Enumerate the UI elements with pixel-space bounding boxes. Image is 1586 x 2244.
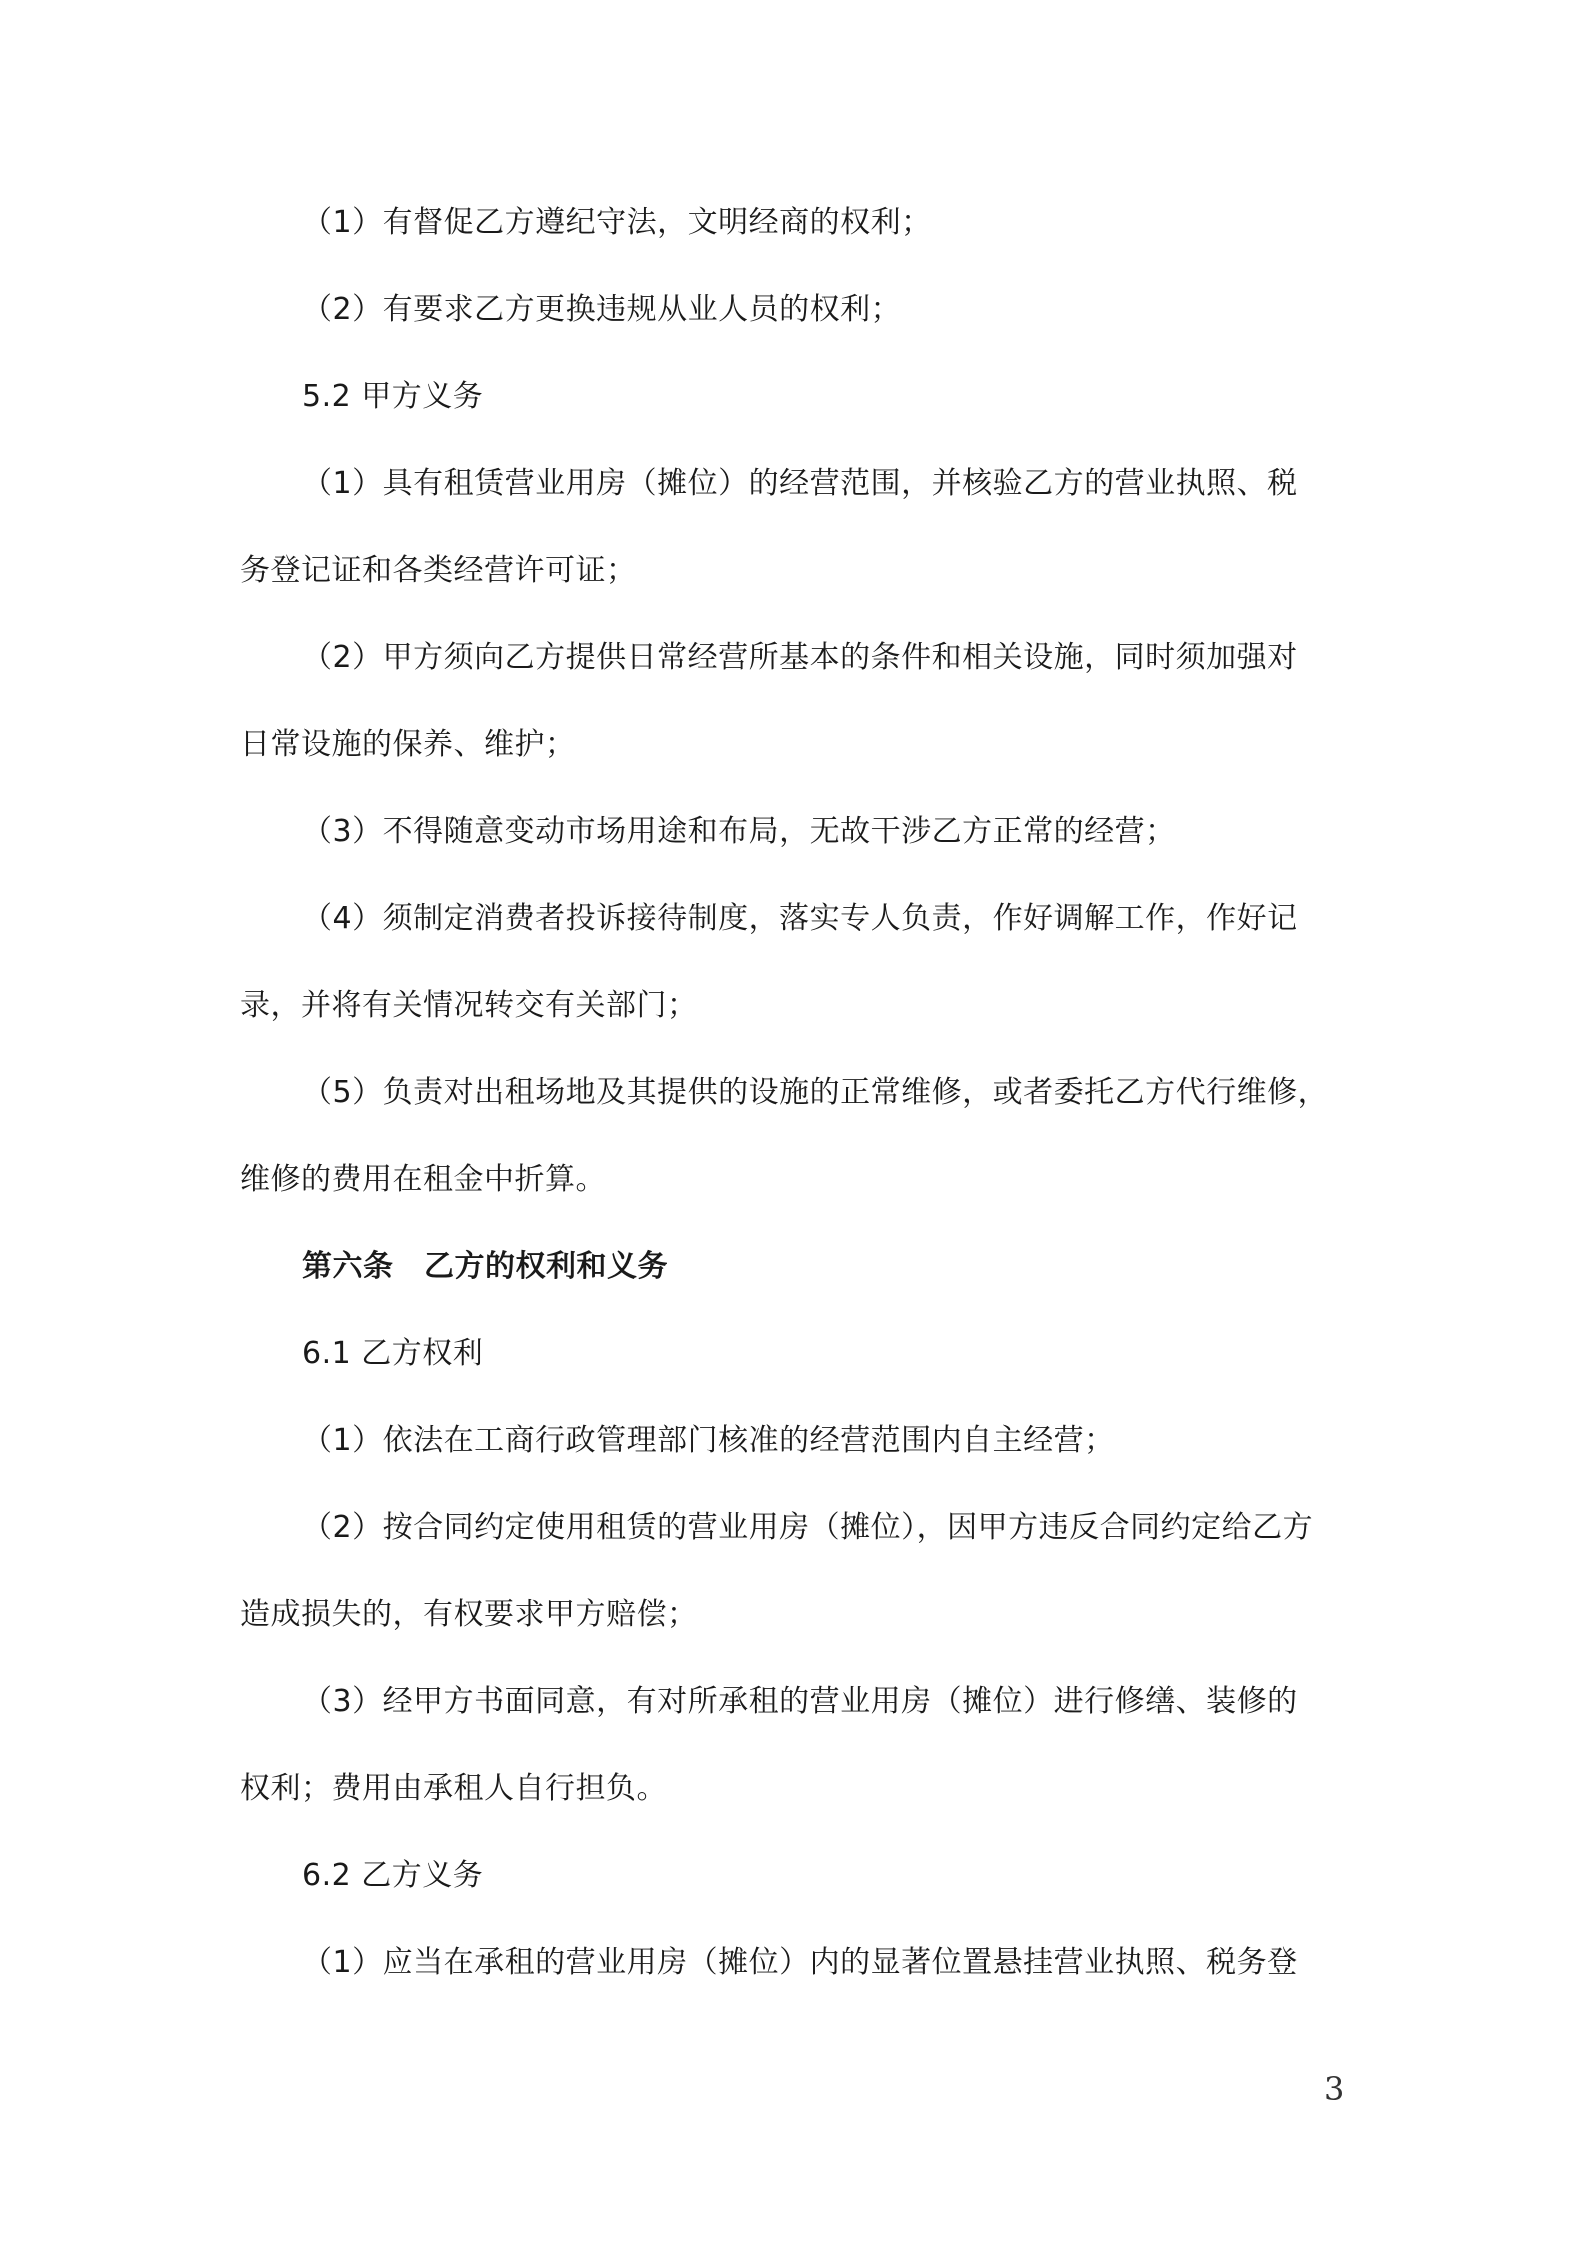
paragraph-line: 造成损失的，有权要求甲方赔偿； [240, 1597, 698, 1632]
paragraph-line: （5）负责对出租场地及其提供的设施的正常维修，或者委托乙方代行维修， [302, 1075, 1329, 1110]
paragraph-line: （3）经甲方书面同意，有对所承租的营业用房（摊位）进行修缮、装修的 [302, 1684, 1298, 1719]
section-heading: 6.1 乙方权利 [302, 1336, 484, 1371]
paragraph-line: 维修的费用在租金中折算。 [240, 1162, 606, 1197]
paragraph-line: （1）具有租赁营业用房（摊位）的经营范围，并核验乙方的营业执照、税 [302, 466, 1298, 501]
page-number: 3 [1324, 2070, 1345, 2108]
document-body [240, 179, 1360, 2006]
section-heading: 6.2 乙方义务 [302, 1858, 484, 1893]
paragraph-line: （2）按合同约定使用租赁的营业用房（摊位），因甲方违反合同约定给乙方 [302, 1510, 1314, 1545]
paragraph-line: （1）依法在工商行政管理部门核准的经营范围内自主经营； [302, 1423, 1115, 1458]
paragraph-line: （2）甲方须向乙方提供日常经营所基本的条件和相关设施，同时须加强对 [302, 640, 1298, 675]
paragraph-line: 日常设施的保养、维护； [240, 727, 576, 762]
paragraph-line: （1）应当在承租的营业用房（摊位）内的显著位置悬挂营业执照、税务登 [302, 1945, 1298, 1980]
paragraph-line: （4）须制定消费者投诉接待制度，落实专人负责，作好调解工作，作好记 [302, 901, 1298, 936]
paragraph-line: （1）有督促乙方遵纪守法，文明经商的权利； [302, 205, 932, 240]
paragraph-line: 权利；费用由承租人自行担负。 [240, 1771, 667, 1806]
paragraph-line: 录，并将有关情况转交有关部门； [240, 988, 698, 1023]
paragraph-line: （2）有要求乙方更换违规从业人员的权利； [302, 292, 902, 327]
section-heading: 5.2 甲方义务 [302, 379, 484, 414]
paragraph-line: 务登记证和各类经营许可证； [240, 553, 637, 588]
article-heading: 第六条 乙方的权利和义务 [302, 1249, 668, 1284]
paragraph-line: （3）不得随意变动市场用途和布局，无故干涉乙方正常的经营； [302, 814, 1176, 849]
